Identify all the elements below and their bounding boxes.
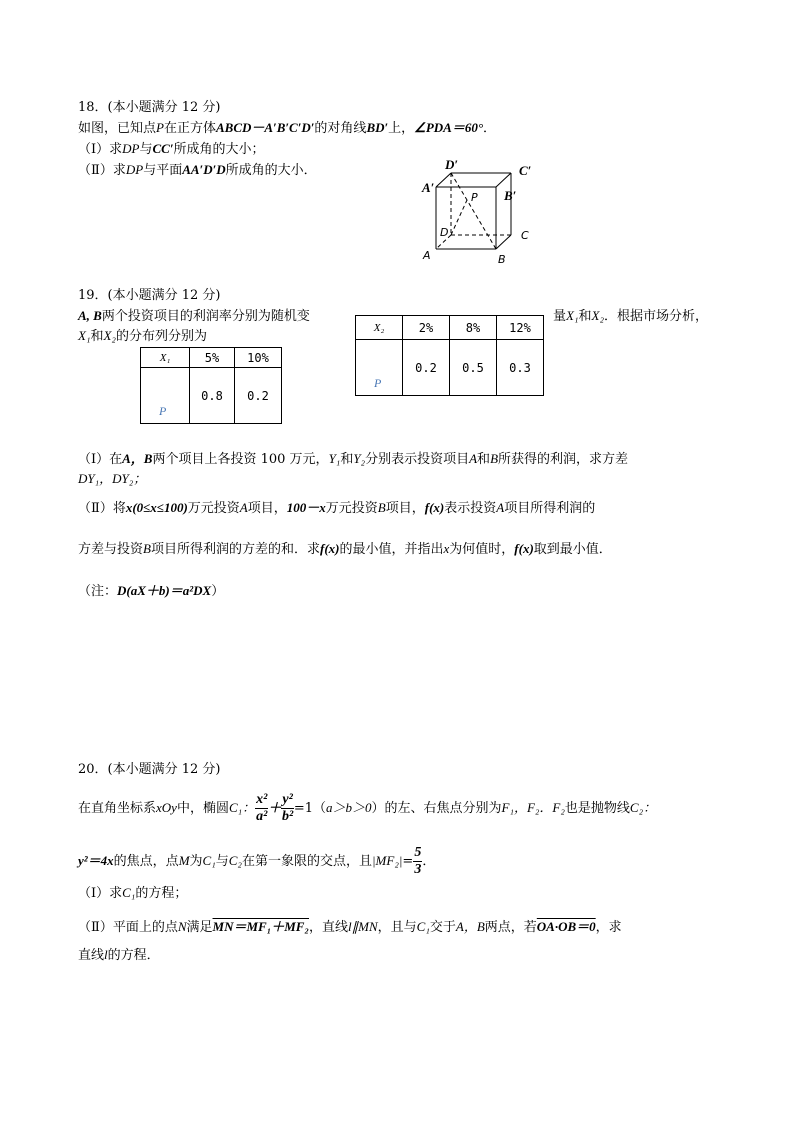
q20-line1: 在直角坐标系xOy中，椭圆C₁： $\frac{\text{x²}}{\text{a²}}$ ＋ $\frac{\text{y²}}{\text{b²}}$ =1（a＞b＞0）的左、右焦点分别为F₁，F₂．F₂也是抛物线C₂： <box>78 792 657 824</box>
q19-stem-line1b: 量X₁和X₂．根据市场分析， <box>553 308 708 324</box>
table-cell: 0.8 <box>190 368 235 424</box>
q19-part2: （Ⅱ）将x(0≤x≤100)万元投资A项目，100－x万元投资B项目，f(x)表示投资A项目所得利润的 <box>78 500 596 516</box>
fig-label-a: A <box>423 249 431 262</box>
q20-part2-line2: 直线l的方程． <box>78 947 160 963</box>
q19-part2-line2: 方差与投资B项目所得利润的方差的和．求f(x)的最小值，并指出x为何值时，f(x)取到最小值． <box>78 541 612 557</box>
fraction-5-3: $\frac{5}{3}$ <box>414 845 422 877</box>
q19-part1: （Ⅰ）在A，B两个项目上各投资 100 万元，Y₁和Y₂分别表示投资项目A和B所获得的利润，求方差 <box>78 451 629 467</box>
table-cell: 0.2 <box>235 368 282 424</box>
fig-label-b1: B′ <box>504 188 517 203</box>
q19-part1-line2: DY₁，DY₂； <box>78 471 147 486</box>
fig-label-c1: C′ <box>519 163 532 178</box>
table-cell: 0.3 <box>497 340 544 396</box>
q18-title: 18．(本小题满分 12 分) <box>78 100 221 115</box>
fig-label-c: C <box>521 229 529 242</box>
table-header: X₂ <box>356 316 403 340</box>
q19-stem-line2: X₁和X₂的分布列分别为 <box>78 328 207 344</box>
q19-stem-line1a: A, B两个投资项目的利润率分别为随机变 <box>78 308 310 324</box>
table-row-label: P <box>141 368 190 424</box>
table-row-label: P <box>356 340 403 396</box>
fig-label-a1: A′ <box>422 180 435 195</box>
distribution-table-x1 <box>140 347 282 424</box>
table-header: 8% <box>450 316 497 340</box>
table-cell: 0.2 <box>403 340 450 396</box>
q20-part2: （Ⅱ）平面上的点N满足MN＝MF₁＋MF₂，直线l∥MN，且与C₁交于A，B两点，若OA·OB＝0，求 <box>78 919 622 935</box>
q18-stem: 如图，已知点P在正方体ABCD－A′B′C′D′的对角线BD′上，∠PDA＝60°． <box>78 120 497 136</box>
table-cell: 0.5 <box>450 340 497 396</box>
table-header: 12% <box>497 316 544 340</box>
q20-part1: （Ⅰ）求C₁的方程； <box>78 885 188 901</box>
table-header: 2% <box>403 316 450 340</box>
fraction-y2-b2: $\frac{\text{y²}}{\text{b²}}$ <box>282 792 294 824</box>
q20-line2: y²＝4x的焦点，点M为C₁与C₂在第一象限的交点，且|MF₂|= $\frac{5}{3}$ ． <box>78 845 436 877</box>
table-header: 5% <box>190 348 235 368</box>
q19-title: 19．(本小题满分 12 分) <box>78 288 221 303</box>
q19-note: （注：D(aX＋b)＝a²DX） <box>78 583 225 599</box>
table-header: 10% <box>235 348 282 368</box>
fig-label-d1: D′ <box>445 157 459 172</box>
fig-label-d: D <box>440 226 449 239</box>
fig-label-b: B <box>498 253 506 266</box>
q18-part1: （Ⅰ）求DP与CC′所成角的大小； <box>78 141 265 157</box>
distribution-table-x2 <box>355 315 544 396</box>
table-header: X₁ <box>141 348 190 368</box>
fraction-x2-a2: $\frac{\text{x²}}{\text{a²}}$ <box>256 792 268 824</box>
q20-title: 20．(本小题满分 12 分) <box>78 762 221 777</box>
fig-label-p: P <box>471 191 478 204</box>
cube-figure <box>415 155 545 267</box>
q18-part2: （Ⅱ）求DP与平面AA′D′D所成角的大小． <box>78 162 317 178</box>
